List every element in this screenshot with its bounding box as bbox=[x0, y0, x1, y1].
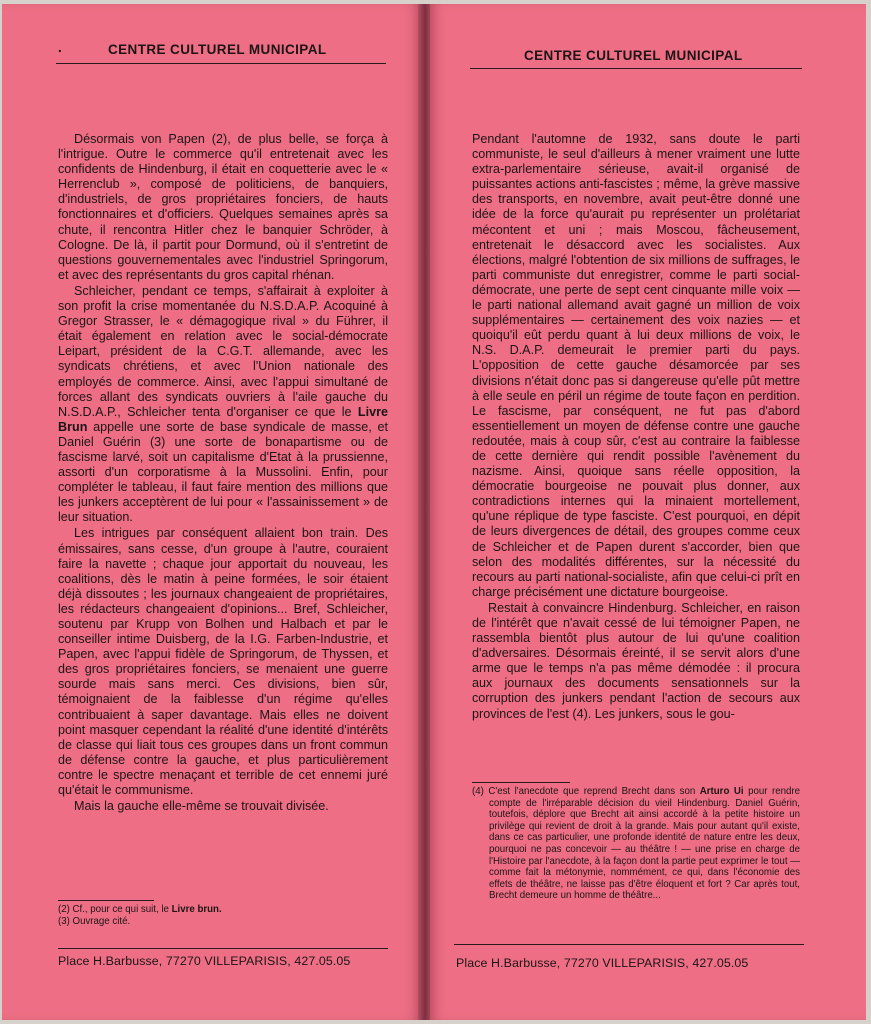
left-page-header: CENTRE CULTUREL MUNICIPAL bbox=[108, 42, 327, 57]
paragraph: Schleicher, pendant ce temps, s'affairait à exploiter à son profit la crise momentanée du N.S.D.A.P. Acoquiné à Gregor Strasser, le « démagogique rival » du Führer, il était également en relation avec le social-démocrate Leipart, président de la C.G.T. allemande, avec les syndicats chrétiens, et avec l'Union nationale des employés de commerce. Ainsi, avec l'appui simultané de forces allant des syndicats ouvriers à l'aile gauche du N.S.D.A.P., Schleicher tenta d'organiser ce que le Livre Brun appelle une sorte de base syndicale de masse, et Daniel Guérin (3) une sorte de bonapartisme ou de fascisme larvé, soit un capitalisme d'Etat à la prussienne, assorti d'un corporatisme à la Mussolini. Enfin, pour compléter le tableau, il faut faire mention des millions que les junkers acceptèrent de lui pour « l'assainissement » de leur situation. bbox=[58, 283, 388, 525]
left-footer-address: Place H.Barbusse, 77270 VILLEPARISIS, 427.05.05 bbox=[58, 954, 351, 968]
paragraph: Les intrigues par conséquent allaient bon train. Des émissaires, sans cesse, d'un groupe à l'autre, couraient faire la navette ; chaque jour apportait du nouveau, les coalitions, dès le matin à peine formées, le soir étaient déjà dissoutes ; les journaux changeaient de propriétaires, les rédacteurs changeaient d'opinions... Bref, Schleicher, soutenu par Krupp von Bolhen und Halbach et par le conseiller intime Duisberg, de la I.G. Farben-Industrie, et Papen, avec l'appui fidèle de Springorum, de Thyssen, et des gros propriétaires fonciers, se menaient une guerre sourde mais sans merci. Ces divisions, bien sûr, témoignaient de la faiblesse d'un régime qu'elles contribuaient à saper davantage. Mais elles ne doivent point masquer cependant la réalité d'une identité d'intérêts de classe qui liait tous ces groupes dans un front commun de défense contre la gauche, et plus particulièrement contre le spectre menaçant et terrible de cet ennemi juré qu'était le communisme. bbox=[58, 526, 388, 798]
book-title-arturo-ui: Arturo Ui bbox=[699, 786, 744, 797]
footnote: (4) C'est l'anecdote que reprend Brecht dans son Arturo Ui pour rendre compte de l'irréparable décision du vieil Hindenburg. Daniel Guérin, toutefois, déplore que Brecht ait ainsi accordé à la petite histoire un privilège qui revient de droit à la grande. Mais pour autant qu'il existe, dans ce cas particulier, une profonde identité de nature entre les deux, pourquoi ne pas concevoir — au théâtre ! — une prise en charge de l'Histoire par l'anecdote, à la façon dont la partie peut exprimer le tout — comme fait la métonymie, nommément, ce qui, dans l'économie des effets de théâtre, ne laisse pas d'être éloquent et fort ? Car après tout, Brecht demeure un homme de théâtre... bbox=[472, 786, 800, 902]
paragraph: Restait à convaincre Hindenburg. Schleicher, en raison de l'intérêt que n'avait cessé de lui témoigner Papen, ne rassembla bientôt plus autour de lui qu'une coalition d'adversaires. Désormais éreinté, il se servit alors d'une arme que le temps n'a pas même démodée : il procura aux journaux des documents sensationnels sur la corruption des junkers pendant l'action de secours aux provinces de l'est (4). Les junkers, sous le gou- bbox=[472, 600, 800, 721]
left-page bbox=[2, 4, 420, 1020]
right-footnote-rule bbox=[472, 782, 570, 783]
paragraph: Pendant l'automne de 1932, sans doute le parti communiste, le seul d'ailleurs à mener vraiment une lutte extra-parlementaire sérieuse, avait-il organisé de puissantes actions anti-fascistes ; même, la grève massive des transports, en novembre, avait peut-être donné une idée de la force qu'aurait pu représenter un prolétariat mécontent et uni ; mais Moscou, fâcheusement, entretenait le désaccord avec les socialistes. Aux élections, malgré l'obtention de six millions de suffrages, le parti communiste dut enregistrer, comme le parti social-démocrate, une perte de sept cent cinquante mille voix — le parti national allemand avait gagné un million de voix supplémentaires — certainement des voix nazies — et quoiqu'il eût perdu quant à lui deux millions de voix, le N.S. D.A.P. demeurait le premier parti du pays. L'opposition de cette gauche désamorcée par ses divisions n'était donc pas si dangereuse qu'elle pût mettre à elle seule en péril un régime de toute façon en perdition. Le fascisme, par conséquent, ne fut pas d'abord essentiellement un moyen de défense contre une gauche redoutée, mais à coup sûr, c'est au contraire la faiblesse de cette dernière qui rendit possible l'avènement du nazisme. Ainsi, quoique sans réelle opposition, la démocratie bourgeoise ne pouvait plus donner, aux contradictions internes qui la minaient mortellement, qu'une réplique de type fasciste. C'est pourquoi, en dépit de leurs divergences de détail, des groupes comme ceux de Schleicher et de Papen durent s'accorder, bien que selon des modalités différentes, sur la nécessité du recours au parti national-socialiste, afin que celui-ci prît en charge précisément une dictature bourgeoise. bbox=[472, 132, 800, 599]
book-title-livre-brun: Livre Brun bbox=[58, 404, 388, 434]
right-body-text bbox=[472, 132, 800, 722]
left-footnotes bbox=[58, 904, 388, 927]
left-footnote-rule bbox=[58, 900, 154, 901]
right-header-rule bbox=[470, 68, 802, 69]
right-footer-rule bbox=[454, 944, 804, 945]
right-footnotes bbox=[472, 786, 800, 902]
footnote: (3) Ouvrage cité. bbox=[58, 915, 131, 927]
left-footer-rule bbox=[58, 948, 388, 949]
left-body-text bbox=[58, 132, 388, 814]
paragraph: Désormais von Papen (2), de plus belle, se força à l'intrigue. Outre le commerce qu'il entretenait avec les confidents de Hindenburg, il était en coquetterie avec le « Herrenclub », composé de politiciens, de banquiers, d'industriels, de gros propriétaires fonciers, de hauts fonctionnaires et d'officiers. Quelques semaines après sa chute, il rencontra Hitler chez le banquier Schröder, à Cologne. De là, il partit pour Dormund, où il s'entretint de questions gouvernementales avec l'industriel Springorum, et avec des représentants du gros capital rhénan. bbox=[58, 132, 388, 282]
left-header-rule bbox=[56, 63, 386, 64]
right-page bbox=[430, 4, 866, 1020]
right-page-header: CENTRE CULTUREL MUNICIPAL bbox=[524, 48, 743, 63]
right-footer-address: Place H.Barbusse, 77270 VILLEPARISIS, 427.05.05 bbox=[456, 956, 749, 970]
left-header-dot: . bbox=[58, 40, 63, 55]
footnote: (2) Cf., pour ce qui suit, le Livre brun. bbox=[58, 904, 222, 915]
paragraph: Mais la gauche elle-même se trouvait divisée. bbox=[74, 799, 329, 814]
